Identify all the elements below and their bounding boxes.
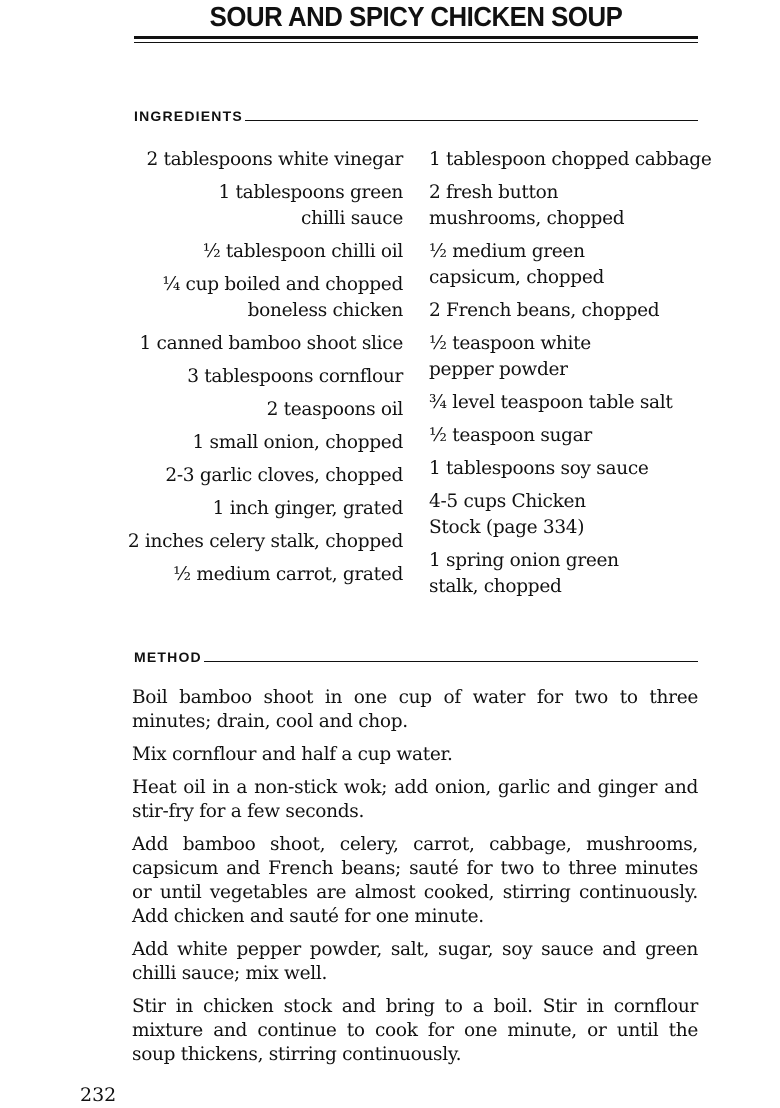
- ingredient-line: 2 inches celery stalk, chopped: [127, 531, 403, 552]
- ingredient-line: 1 canned bamboo shoot slice: [139, 333, 403, 354]
- ingredients-heading-rule: [245, 120, 698, 121]
- ingredient-line: 2 tablespoons white vinegar: [146, 149, 403, 170]
- title-rule-thin: [134, 42, 698, 43]
- method-heading: METHOD: [134, 649, 202, 665]
- method-step: Add bamboo shoot, celery, carrot, cabbage, mushrooms, capsicum and French beans; sauté for two to three minutes or until vegetables are almost cooked, stirring continuously. Add chicken and sauté for one minute.: [132, 834, 698, 927]
- ingredient-line: Stock (page 334): [429, 517, 585, 538]
- ingredients-right-column: [429, 147, 719, 607]
- page-number: 232: [80, 1084, 117, 1106]
- ingredient-line: ½ medium carrot, grated: [173, 564, 403, 585]
- ingredient-line: 4-5 cups Chicken: [429, 491, 586, 512]
- ingredient-item: [120, 562, 403, 588]
- ingredient-line: boneless chicken: [247, 300, 403, 321]
- ingredient-item: [120, 496, 403, 522]
- ingredient-item: [120, 529, 403, 555]
- ingredients-left-column: [120, 147, 403, 595]
- ingredient-line: 1 inch ginger, grated: [212, 498, 403, 519]
- ingredient-item: [120, 364, 403, 390]
- ingredient-line: 2-3 garlic cloves, chopped: [165, 465, 403, 486]
- ingredient-item: [429, 548, 719, 600]
- ingredient-line: 1 tablespoons soy sauce: [429, 458, 649, 479]
- ingredient-line: pepper powder: [429, 359, 568, 380]
- ingredient-line: 1 small onion, chopped: [192, 432, 403, 453]
- ingredient-line: mushrooms, chopped: [429, 208, 625, 229]
- ingredients-heading: INGREDIENTS: [134, 108, 243, 124]
- ingredient-item: [429, 423, 719, 449]
- ingredient-line: ½ teaspoon white: [429, 333, 591, 354]
- ingredient-item: [429, 456, 719, 482]
- ingredient-item: [120, 272, 403, 324]
- ingredient-line: ¾ level teaspoon table salt: [429, 392, 673, 413]
- ingredient-item: [429, 239, 719, 291]
- ingredient-line: 3 tablespoons cornflour: [187, 366, 403, 387]
- ingredients-header: [134, 108, 698, 124]
- ingredient-line: 2 French beans, chopped: [429, 300, 660, 321]
- ingredient-line: ¼ cup boiled and chopped: [162, 274, 403, 295]
- ingredient-item: [429, 489, 719, 541]
- ingredient-line: 2 fresh button: [429, 182, 559, 203]
- ingredient-item: [120, 180, 403, 232]
- ingredient-item: [120, 463, 403, 489]
- title-rule-thick: [134, 36, 698, 39]
- ingredient-item: [120, 430, 403, 456]
- ingredient-line: chilli sauce: [301, 208, 403, 229]
- ingredient-line: 1 tablespoons green: [218, 182, 403, 203]
- method-heading-rule: [204, 661, 698, 662]
- ingredient-line: ½ teaspoon sugar: [429, 425, 592, 446]
- method-step: Heat oil in a non-stick wok; add onion, garlic and ginger and stir-fry for a few seconds.: [132, 777, 698, 822]
- ingredient-item: [429, 147, 719, 173]
- ingredient-item: [120, 239, 403, 265]
- ingredient-item: [429, 180, 719, 232]
- ingredient-item: [429, 390, 719, 416]
- ingredient-item: [120, 147, 403, 173]
- ingredient-line: ½ tablespoon chilli oil: [202, 241, 403, 262]
- ingredient-item: [429, 298, 719, 324]
- method-steps: [132, 686, 698, 1076]
- method-header: [134, 649, 698, 665]
- ingredient-line: stalk, chopped: [429, 576, 562, 597]
- method-step: Stir in chicken stock and bring to a boil. Stir in cornflour mixture and continue to cook for one minute, or until the soup thickens, stirring continuously.: [132, 996, 698, 1065]
- method-step: Boil bamboo shoot in one cup of water for two to three minutes; drain, cool and chop.: [132, 687, 698, 732]
- ingredient-line: ½ medium green: [429, 241, 585, 262]
- ingredient-line: 1 tablespoon chopped cabbage: [429, 149, 712, 170]
- ingredient-line: capsicum, chopped: [429, 267, 605, 288]
- ingredient-line: 2 teaspoons oil: [266, 399, 403, 420]
- method-step: Mix cornflour and half a cup water.: [132, 744, 453, 765]
- ingredient-line: 1 spring onion green: [429, 550, 619, 571]
- ingredient-item: [429, 331, 719, 383]
- method-step: Add white pepper powder, salt, sugar, soy sauce and green chilli sauce; mix well.: [132, 939, 698, 984]
- ingredient-item: [120, 397, 403, 423]
- recipe-title: SOUR AND SPICY CHICKEN SOUP: [209, 1, 623, 32]
- ingredient-item: [120, 331, 403, 357]
